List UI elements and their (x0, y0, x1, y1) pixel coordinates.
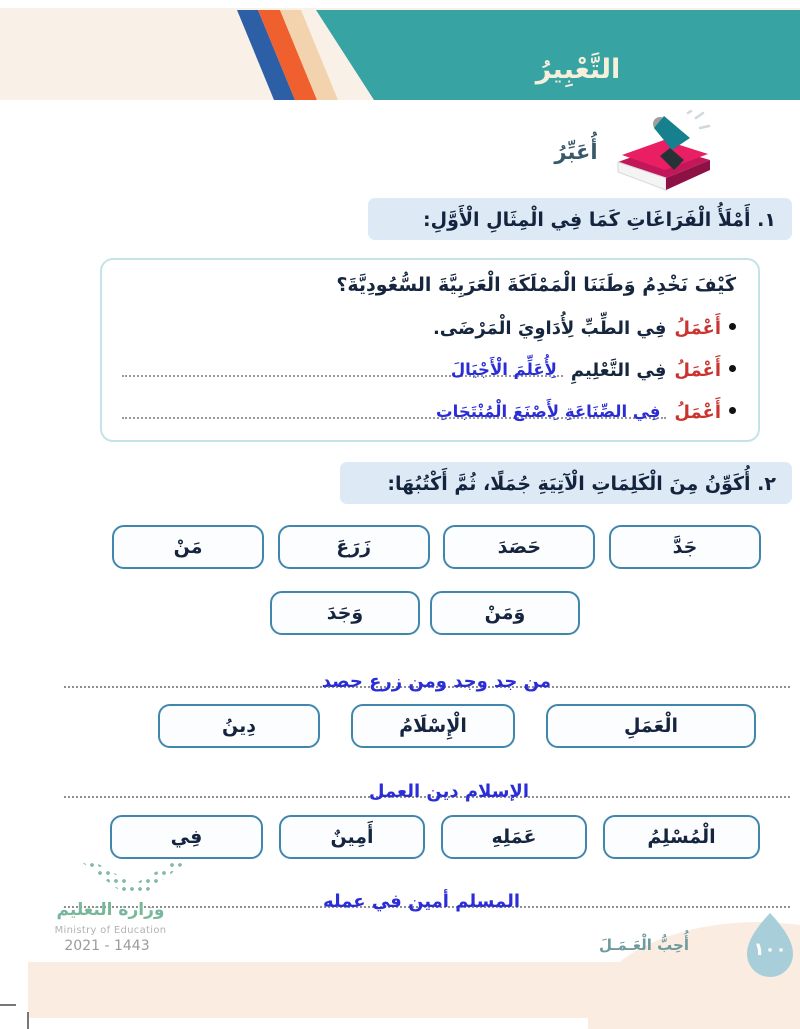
ministry-name-arabic: وزارة التعليم (56, 900, 165, 920)
question-box (100, 258, 760, 442)
bullet-text: فِي الطِّبِّ لِأُدَاوِيَ الْمَرْضَى. (432, 318, 667, 339)
exercise1-title: ١. أَمْلَأُ الْفَرَاغَاتِ كَمَا فِي الْمِثَالِ الْأَوَّلِ: (368, 198, 792, 240)
ministry-name-english: Ministry of Education (54, 925, 167, 936)
word-card: زَرَعَ (278, 525, 430, 569)
handwritten-answer: فِي الصِّنَاعَةِ لِأَصْنَعَ الْمُنْتَجَاتِ (436, 401, 661, 421)
word-card: وَمَنْ (430, 591, 580, 635)
question-text: كَيْفَ نَخْدِمُ وَطَنَنَا الْمَمْلَكَةَ الْعَرَبِيَّةَ السُّعُودِيَّةَ؟ (336, 274, 736, 296)
word-card: فِي (110, 815, 263, 859)
word-card: الْمُسْلِمُ (603, 815, 760, 859)
example-bullet-row (122, 310, 736, 342)
header-stripes-decoration (0, 8, 800, 100)
answer-blank[interactable] (122, 401, 666, 421)
word-card: الْعَمَلِ (546, 704, 756, 748)
book-megaphone-icon (608, 110, 728, 200)
page-title: التَّعْبِيرُ (535, 54, 621, 85)
word-card: مَنْ (112, 525, 264, 569)
answer-line[interactable] (64, 766, 790, 803)
bullet-verb: أَعْمَلُ (674, 318, 721, 339)
word-cards-row (158, 704, 756, 748)
fill-bullet-row (122, 394, 736, 426)
word-cards-row (112, 525, 761, 569)
edition-years: 2021 - 1443 (64, 938, 150, 954)
page-number-badge (744, 912, 796, 978)
answer-blank[interactable] (122, 359, 563, 379)
word-card: وَجَدَ (270, 591, 420, 635)
crop-mark (0, 1004, 16, 1006)
word-card: الْإِسْلَامُ (351, 704, 515, 748)
fill-bullet-row (122, 352, 736, 384)
lesson-title: أُحِبُّ الْعَـمَـلَ (599, 936, 689, 954)
bullet-verb: أَعْمَلُ (674, 360, 721, 381)
word-card: جَدَّ (609, 525, 761, 569)
express-label: أُعَبِّرُ (554, 140, 598, 164)
word-cards-row (110, 815, 760, 859)
handwritten-answer: لِأُعَلِّمَ الْأَجْيَالَ (450, 359, 557, 379)
word-card: أَمِينٌ (279, 815, 425, 859)
bullet-verb: أَعْمَلُ (674, 402, 721, 423)
footer-band-decoration (28, 962, 800, 1018)
page-number: ١٠٠ (753, 939, 787, 960)
bullet-icon (729, 407, 736, 414)
bullet-icon (729, 323, 736, 330)
handwritten-sentence: من جد وجد ومن زرع حصد (321, 671, 551, 693)
answer-line[interactable] (64, 656, 790, 693)
bullet-text: فِي التَّعْلِيمِ (570, 360, 667, 381)
exercise2-title: ٢. أُكَوِّنُ مِنَ الْكَلِمَاتِ الْآتِيَةِ جُمَلًا، ثُمَّ أَكْتُبُهَا: (340, 462, 792, 504)
handwritten-sentence: الإسلام دين العمل (368, 781, 529, 803)
word-cards-row (270, 591, 580, 635)
handwritten-sentence: المسلم أمين في عمله (322, 891, 520, 913)
bullet-icon (729, 365, 736, 372)
crop-mark (27, 1012, 29, 1029)
word-card: عَمَلِهِ (441, 815, 587, 859)
word-card: دِينُ (158, 704, 320, 748)
word-card: حَصَدَ (443, 525, 595, 569)
